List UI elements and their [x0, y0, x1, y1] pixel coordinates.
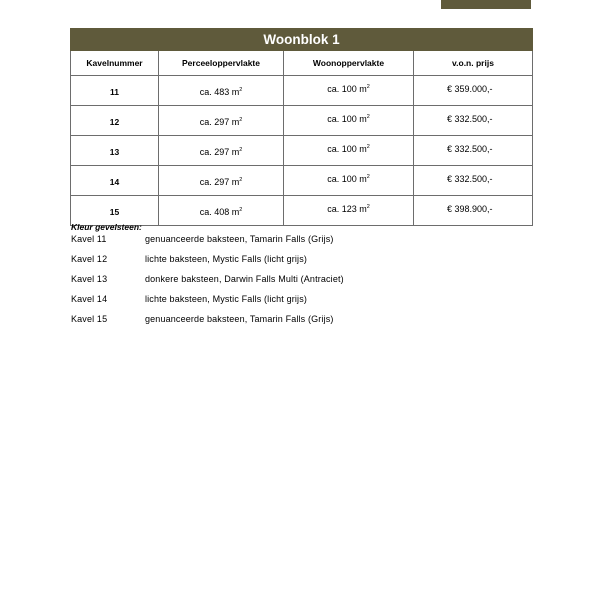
list-item — [71, 234, 531, 254]
unit-superscript: 2 — [239, 207, 243, 213]
gevelsteen-list — [71, 234, 531, 334]
kavel-label: Kavel 11 — [71, 234, 107, 244]
table-row — [71, 166, 533, 196]
table-row — [71, 196, 533, 226]
unit-superscript: 2 — [366, 203, 370, 210]
cell-kavelnummer: 12 — [71, 106, 159, 136]
cell-kavelnummer: 13 — [71, 136, 159, 166]
cell-kavelnummer: 14 — [71, 166, 159, 196]
table-title: Woonblok 1 — [71, 29, 533, 51]
gevelsteen-description: donkere baksteen, Darwin Falls Multi (Antraciet) — [145, 274, 344, 284]
unit-superscript: 2 — [366, 113, 370, 120]
gevelsteen-title — [71, 222, 531, 232]
kavel-label: Kavel 12 — [71, 254, 108, 264]
perceel-value: ca. 297 m — [199, 177, 240, 187]
unit-superscript: 2 — [366, 173, 370, 180]
table-row — [71, 106, 533, 136]
gevelsteen-title-colon: : — [139, 222, 142, 232]
cell-perceeloppervlakte — [159, 76, 284, 106]
gevelsteen-section — [71, 222, 531, 334]
cell-perceeloppervlakte — [159, 106, 284, 136]
kavel-label: Kavel 13 — [71, 274, 108, 284]
cell-prijs: € 359.000,- — [414, 76, 533, 106]
gevelsteen-description: lichte baksteen, Mystic Falls (licht grijs) — [145, 254, 307, 264]
gevelsteen-description: genuanceerde baksteen, Tamarin Falls (Grijs) — [145, 314, 334, 324]
woon-value: ca. 123 m — [327, 203, 367, 214]
cell-woonoppervlakte — [284, 76, 414, 106]
unit-superscript: 2 — [366, 83, 370, 90]
gevelsteen-title-text: Kleur gevelsteen — [71, 222, 140, 232]
unit-superscript: 2 — [239, 177, 243, 183]
woon-value: ca. 100 m — [327, 83, 367, 94]
cell-woonoppervlakte — [284, 136, 414, 166]
woon-value: ca. 100 m — [327, 113, 367, 124]
perceel-value: ca. 297 m — [199, 147, 240, 157]
cell-prijs: € 332.500,- — [414, 136, 533, 166]
cell-kavelnummer: 11 — [71, 76, 159, 106]
table-row — [71, 136, 533, 166]
list-item — [71, 314, 531, 334]
table-body — [71, 76, 533, 226]
kavel-label: Kavel 15 — [71, 314, 108, 324]
cell-prijs: € 332.500,- — [414, 106, 533, 136]
unit-superscript: 2 — [239, 147, 243, 153]
gevelsteen-description: lichte baksteen, Mystic Falls (licht grijs) — [145, 294, 307, 304]
cell-woonoppervlakte — [284, 196, 414, 226]
woon-value: ca. 100 m — [327, 143, 367, 154]
cell-woonoppervlakte — [284, 106, 414, 136]
woon-value: ca. 100 m — [327, 173, 367, 184]
header-woonoppervlakte: Woonoppervlakte — [284, 51, 414, 76]
cell-kavelnummer: 15 — [71, 196, 159, 226]
perceel-value: ca. 297 m — [199, 117, 240, 127]
perceel-value: ca. 408 m — [199, 207, 240, 217]
unit-superscript: 2 — [239, 117, 243, 123]
table-row — [71, 76, 533, 106]
list-item — [71, 294, 531, 314]
perceel-value: ca. 483 m — [199, 87, 240, 97]
cell-perceeloppervlakte — [159, 166, 284, 196]
cell-prijs: € 398.900,- — [414, 196, 533, 226]
header-perceeloppervlakte: Perceeloppervlakte — [159, 51, 284, 76]
cell-prijs: € 332.500,- — [414, 166, 533, 196]
gevelsteen-description: genuanceerde baksteen, Tamarin Falls (Grijs) — [145, 234, 334, 244]
header-prijs: v.o.n. prijs — [414, 51, 533, 76]
list-item — [71, 254, 531, 274]
unit-superscript: 2 — [366, 143, 370, 150]
kavel-label: Kavel 14 — [71, 294, 108, 304]
woonblok-table — [70, 28, 533, 226]
cell-woonoppervlakte — [284, 166, 414, 196]
cell-perceeloppervlakte — [159, 196, 284, 226]
header-kavelnummer: Kavelnummer — [71, 51, 159, 76]
corner-tab — [441, 0, 531, 9]
unit-superscript: 2 — [239, 87, 243, 93]
list-item — [71, 274, 531, 294]
cell-perceeloppervlakte — [159, 136, 284, 166]
